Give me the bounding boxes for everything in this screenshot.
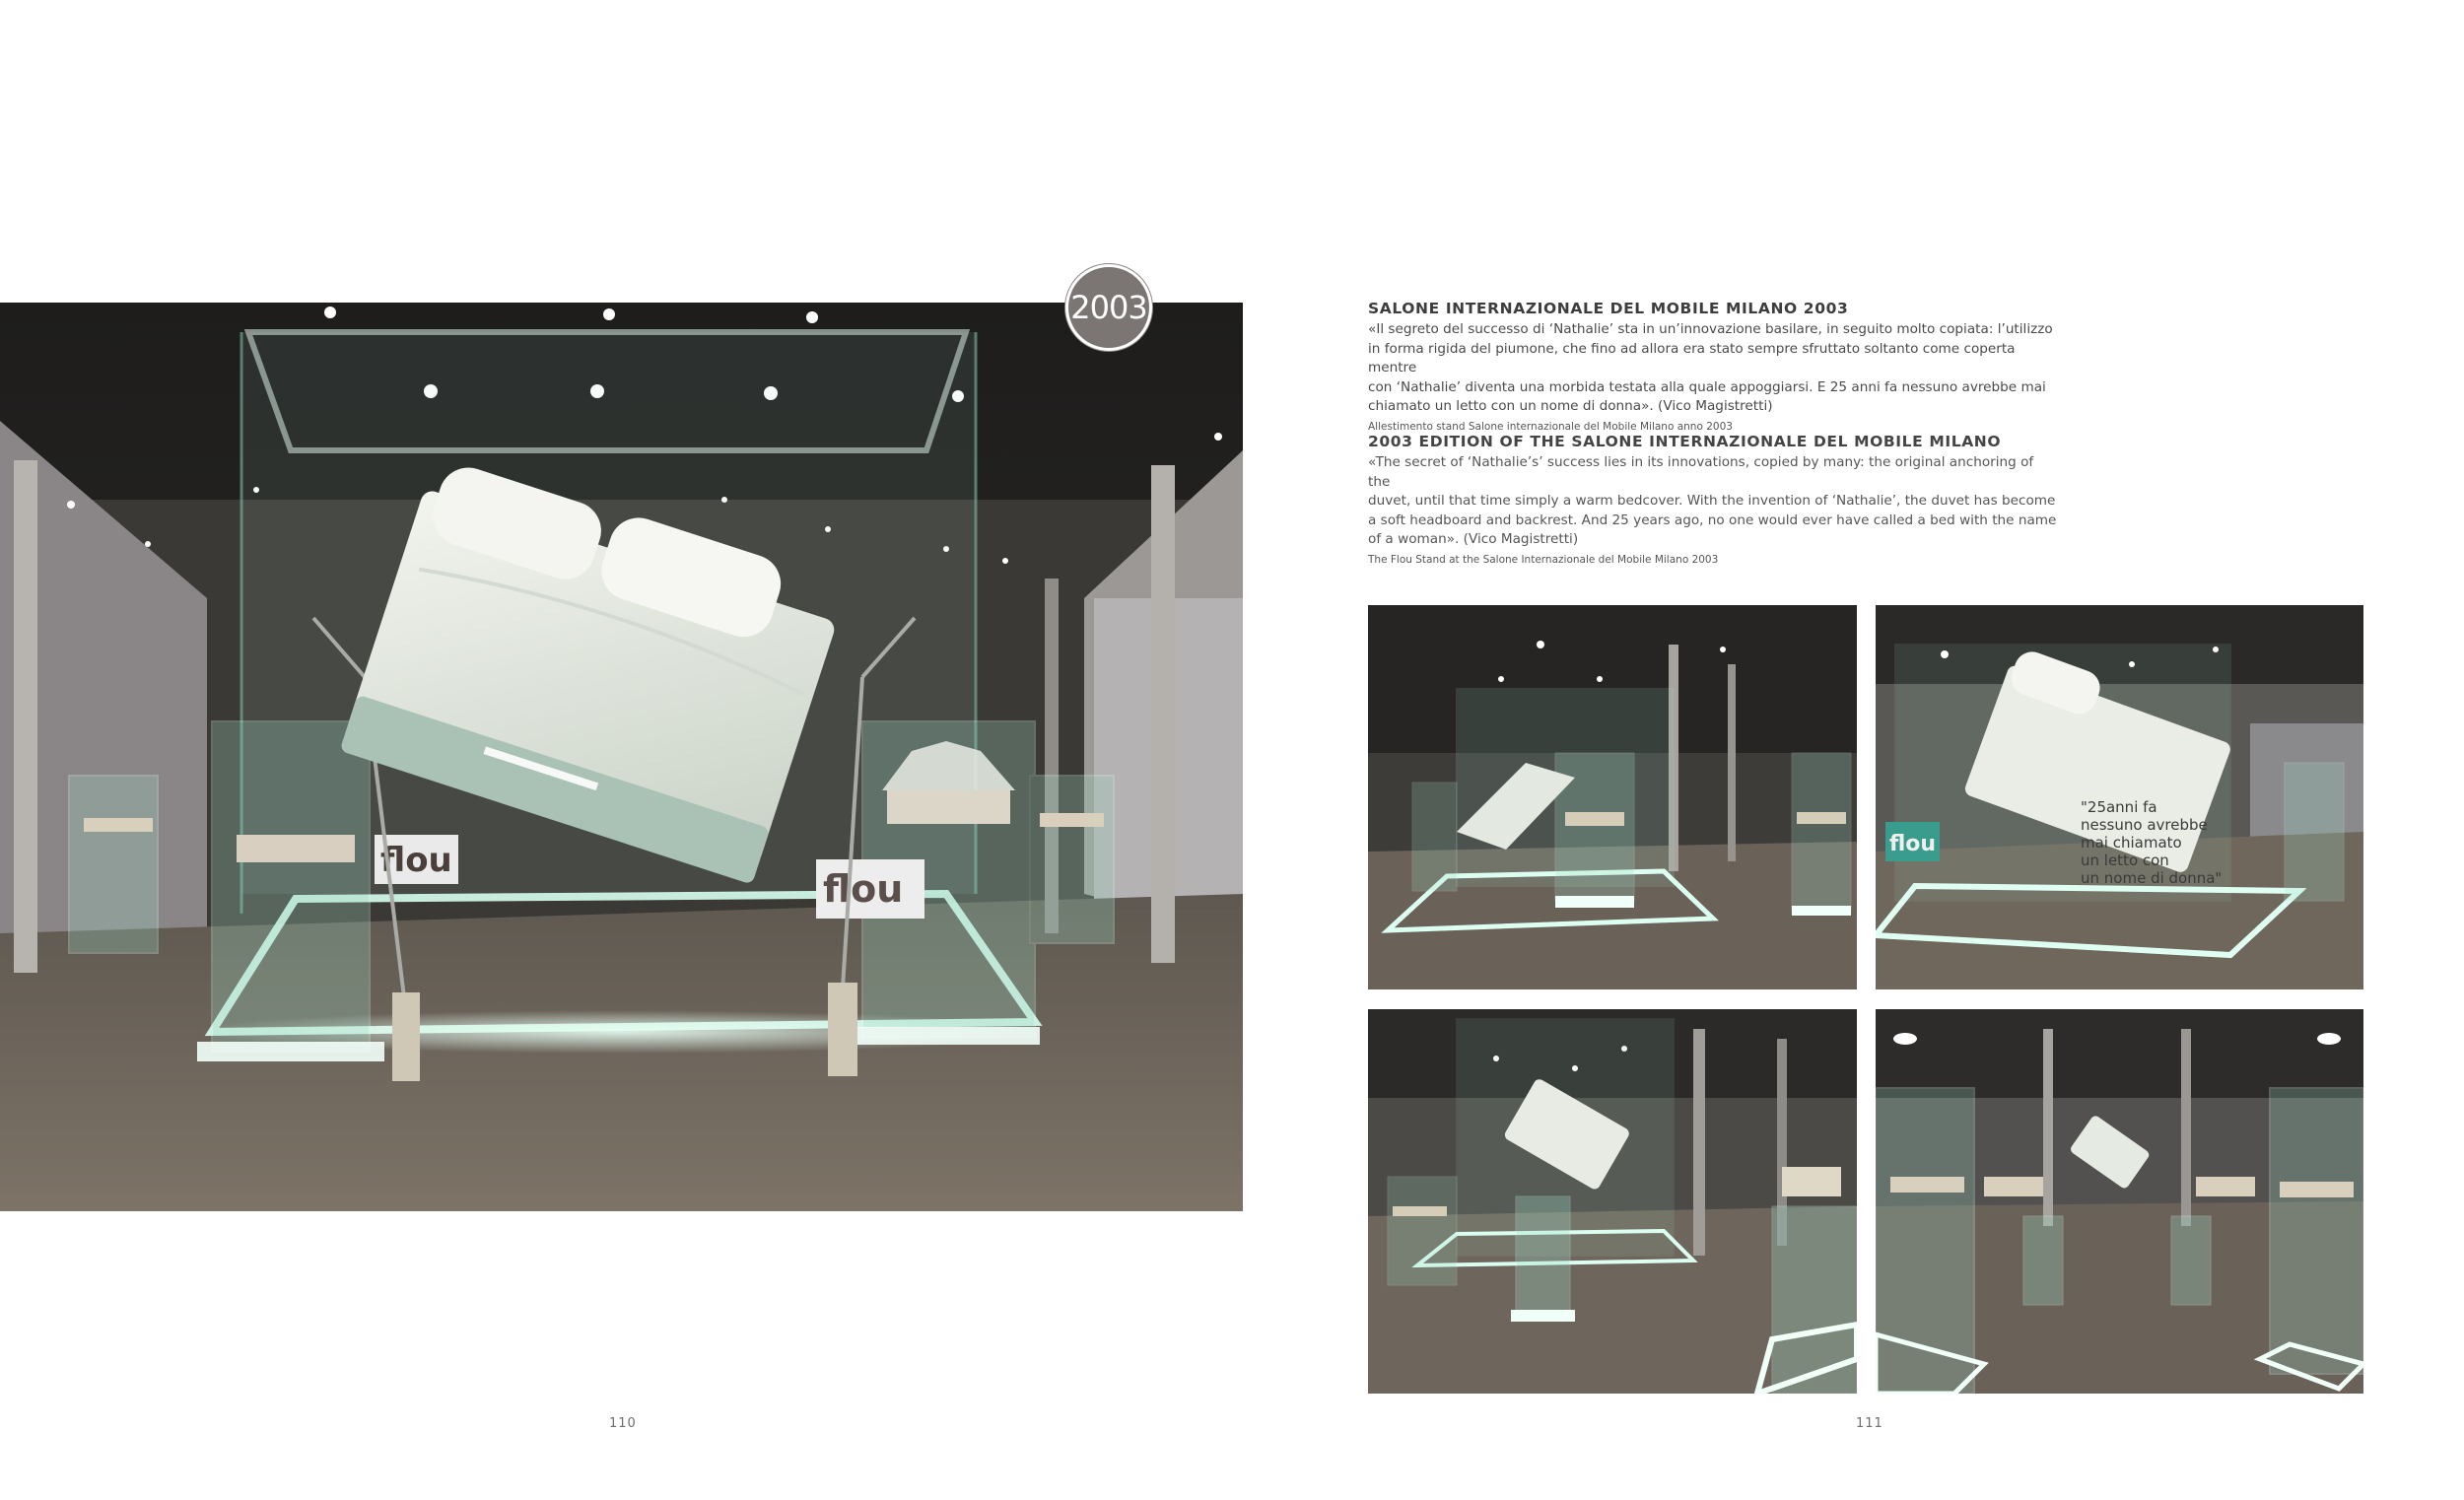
photo-caption-line: nessuno avrebbe [2081, 816, 2208, 834]
stand-photo-overview-illustration [1368, 605, 1857, 989]
italian-caption: Allestimento stand Salone internazionale del Mobile Milano anno 2003 [1368, 420, 1733, 433]
english-quote-line: of a woman». (Vico Magistretti) [1368, 531, 1579, 547]
english-title: 2003 EDITION OF THE SALONE INTERNAZIONALE DEL MOBILE MILANO [1368, 433, 2002, 450]
flou-sign-detail: flou [1889, 832, 1937, 856]
stand-photo-corridor [1876, 1009, 2363, 1394]
italian-quote [1368, 320, 2058, 417]
italian-quote-line: «Il segreto del successo di ‘Nathalie’ sta in un’innovazione basilare, in seguito molto copiata: l’utilizzo [1368, 321, 2053, 337]
english-text-block [1368, 433, 2058, 567]
italian-quote-line: chiamato un letto con un nome di donna». (Vico Magistretti) [1368, 398, 1773, 414]
english-quote-line: a soft headboard and backrest. And 25 years ago, no one would ever have called a bed with the name [1368, 511, 2057, 528]
stand-photo-detail [1876, 605, 2363, 989]
page-number-left: 110 [609, 1416, 637, 1431]
stand-photo-wide [1368, 1009, 1857, 1394]
english-quote-line: duvet, until that time simply a warm bedcover. With the invention of ‘Nathalie’, the duvet has become [1368, 493, 2056, 509]
stand-photo-detail-illustration [1876, 605, 2363, 989]
photo-caption-line: mai chiamato [2081, 834, 2182, 852]
italian-text-block [1368, 300, 2058, 434]
year-badge: 2003 [1065, 264, 1152, 351]
italian-title: SALONE INTERNAZIONALE DEL MOBILE MILANO 2003 [1368, 300, 1849, 317]
english-quote-line: «The secret of ‘Nathalie’s’ success lies in its innovations, copied by many: the original anchoring of the [1368, 454, 2034, 490]
italian-quote-line: in forma rigida del piumone, che fino ad allora era stato sempre sfruttato soltanto come coperta mentre [1368, 340, 2016, 375]
page-number-right: 111 [1856, 1416, 1883, 1431]
stand-photo-overview [1368, 605, 1857, 989]
flou-sign-right: flou [823, 867, 904, 911]
italian-quote-line: con ‘Nathalie’ diventa una morbida testata alla quale appoggiarsi. E 25 anni fa nessuno avrebbe mai [1368, 378, 2046, 395]
stand-photo-wide-illustration [1368, 1009, 1857, 1394]
english-caption: The Flou Stand at the Salone Internazionale del Mobile Milano 2003 [1368, 553, 1719, 566]
flou-sign-left: flou [380, 841, 452, 880]
photo-caption-line: un letto con [2081, 852, 2169, 869]
photo-caption-line: "25anni fa [2081, 798, 2157, 816]
hero-photo-illustration [0, 303, 1243, 1211]
hero-photo [0, 303, 1243, 1211]
english-quote [1368, 453, 2058, 550]
stand-photo-corridor-illustration [1876, 1009, 2363, 1394]
photo-caption-line: un nome di donna" [2081, 869, 2223, 887]
